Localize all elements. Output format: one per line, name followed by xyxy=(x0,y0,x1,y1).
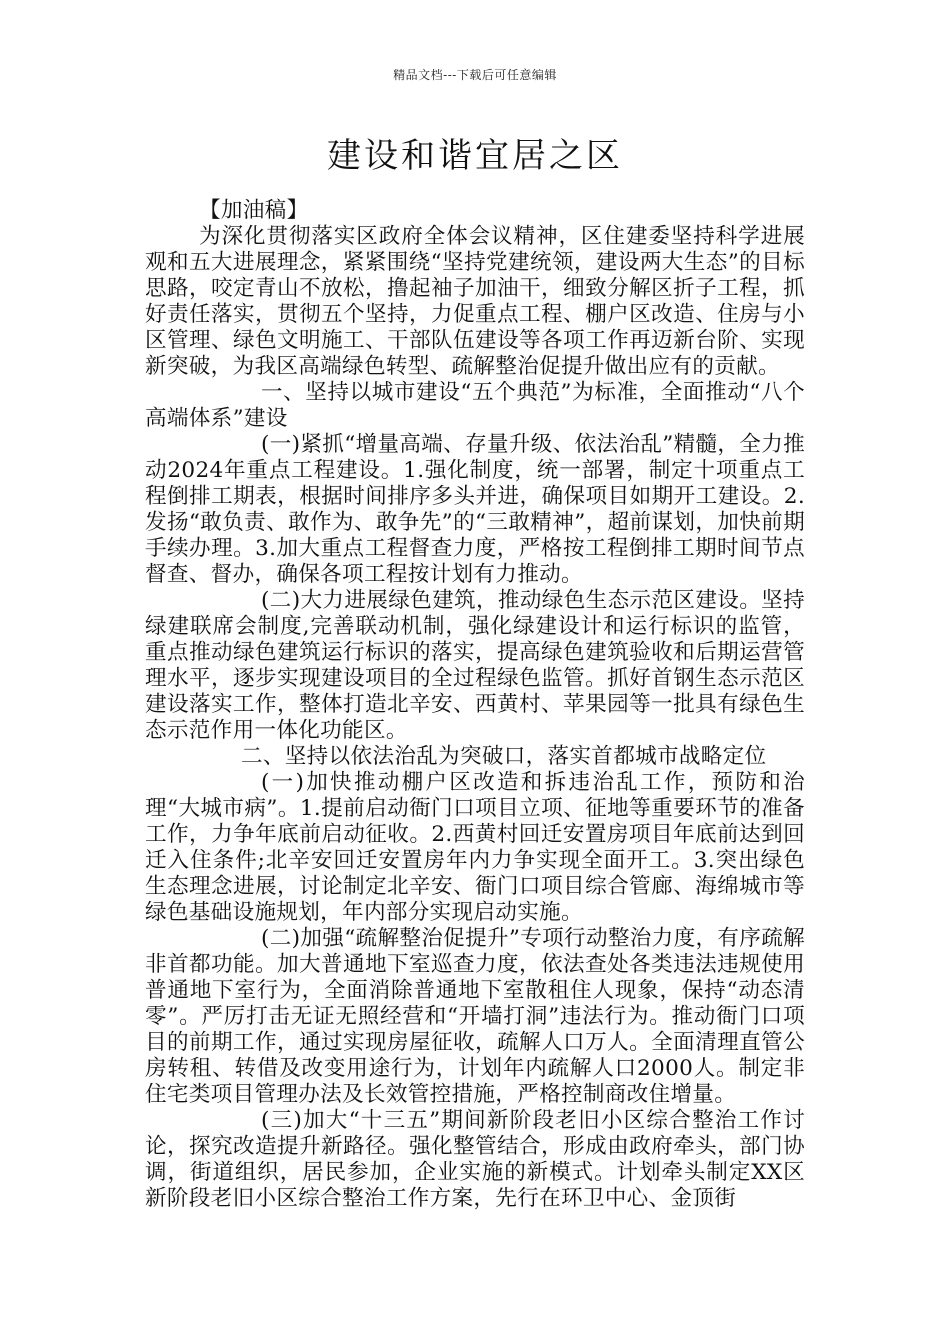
section-heading-1: 一、坚持以城市建设“五个典范”为标准，全面推动“八个高端体系”建设 xyxy=(145,380,805,431)
document-title: 建设和谐宜居之区 xyxy=(327,136,623,176)
section2-paragraph-3: (三)加大“十三五”期间新阶段老旧小区综合整治工作讨论，探究改造提升新路径。强化整管结合，形成由政府牵头，部门协调，街道组织，居民参加，企业实施的新模式。计划牵头制定XX区新阶段老旧小区综合整治工作方案，先行在环卫中心、金顶街 xyxy=(145,1108,805,1211)
page-header: 精品文档---下载后可任意编辑 xyxy=(393,68,557,82)
section-heading-2: 二、坚持以依法治乱为突破口，落实首都城市战略定位 xyxy=(241,744,767,769)
section1-paragraph-1: (一)紧抓“增量高端、存量升级、依法治乱”精髓，全力推动2024年重点工程建设。1.强化制度，统一部署，制定十项重点工程倒排工期表，根据时间排序多头并进，确保项目如期开工建设。2.发扬“敢负责、敢作为、敢争先”的“三敢精神”，超前谋划，加快前期手续办理。3.加大重点工程督查力度，严格按工程倒排工期时间节点督查、督办，确保各项工程按计划有力推动。 xyxy=(145,432,805,587)
intro-paragraph: 为深化贯彻落实区政府全体会议精神，区住建委坚持科学进展观和五大进展理念，紧紧围绕“坚持党建统领，建设两大生态”的目标思路，咬定青山不放松，撸起袖子加油干，细致分解区折子工程，抓好责任落实，贯彻五个坚持，力促重点工程、棚户区改造、住房与小区管理、绿色文明施工、干部队伍建设等各项工作再迈新台阶、实现新突破，为我区高端绿色转型、疏解整治促提升做出应有的贡献。 xyxy=(145,224,805,379)
article-tag: 【加油稿】 xyxy=(199,198,309,223)
document-body xyxy=(145,198,805,1212)
section2-paragraph-1: (一)加快推动棚户区改造和拆违治乱工作，预防和治理“大城市病”。1.提前启动衙门口项目立项、征地等重要环节的准备工作，力争年底前启动征收。2.西黄村回迁安置房项目年底前达到回迁入住条件;北辛安回迁安置房年内力争实现全面开工。3.突出绿色生态理念进展，讨论制定北辛安、衙门口项目综合管廊、海绵城市等绿色基础设施规划，年内部分实现启动实施。 xyxy=(145,770,805,925)
section2-paragraph-2: (二)加强“疏解整治促提升”专项行动整治力度，有序疏解非首都功能。加大普通地下室巡查力度，依法查处各类违法违规使用普通地下室行为，全面消除普通地下室散租住人现象，保持“动态清零”。严厉打击无证无照经营和“开墙打洞”违法行为。推动衙门口项目的前期工作，通过实现房屋征收，疏解人口万人。全面清理直管公房转租、转借及改变用途行为，计划年内疏解人口2000人。制定非住宅类项目管理办法及长效管控措施，严格控制商改住增量。 xyxy=(145,926,805,1107)
section1-paragraph-2: (二)大力进展绿色建筑，推动绿色生态示范区建设。坚持绿建联席会制度,完善联动机制，强化绿建设计和运行标识的监管，重点推动绿色建筑运行标识的落实，提高绿色建筑验收和后期运营管理水平，逐步实现建设项目的全过程绿色监管。抓好首钢生态示范区建设落实工作，整体打造北辛安、西黄村、苹果园等一批具有绿色生态示范作用一体化功能区。 xyxy=(145,588,805,743)
